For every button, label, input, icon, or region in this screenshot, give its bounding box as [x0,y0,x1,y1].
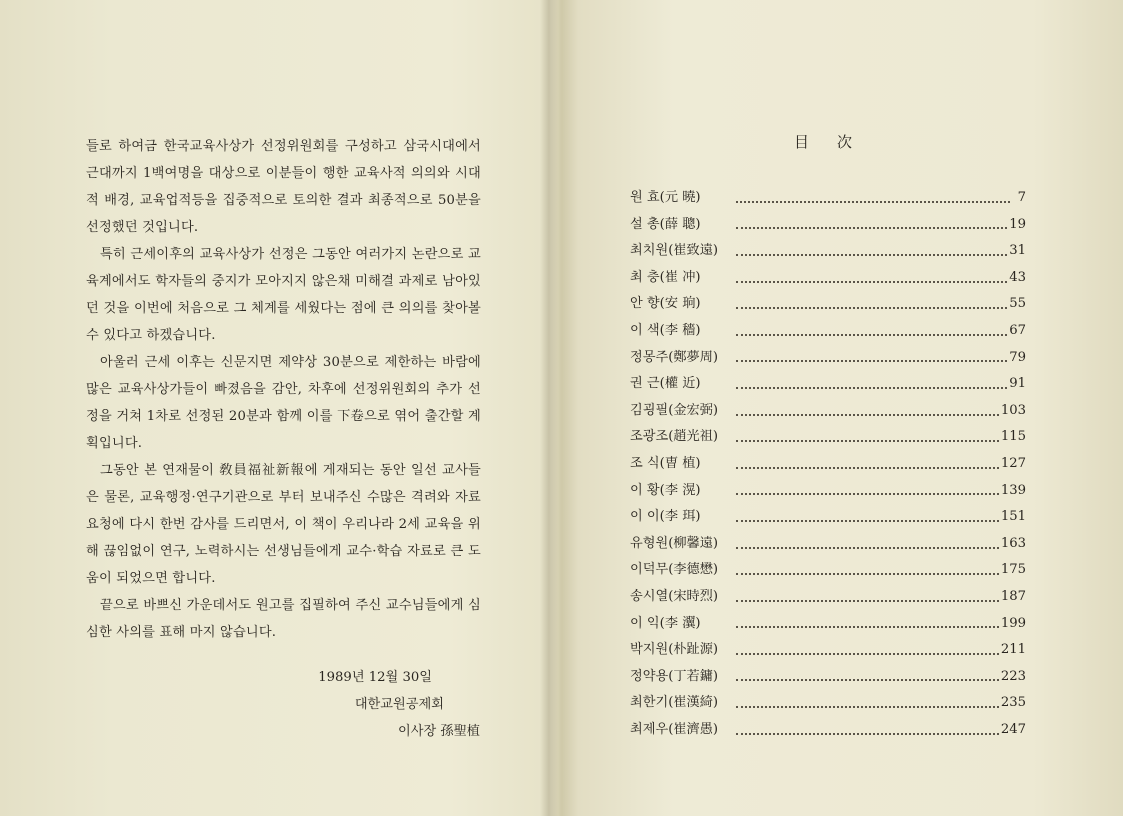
contents-entry [630,558,1026,585]
contents-entry-page: 55 [1009,296,1026,312]
contents-entry-name: 이 익(李 瀷) [630,615,701,631]
contents-entry-page: 31 [1009,243,1026,259]
contents-entry-name: 유형원(柳馨遠) [630,535,719,551]
contents-entry-name: 원 효(元 曉) [630,190,701,205]
contents-entry-page: 19 [1009,216,1026,232]
contents-entry [630,319,1026,346]
contents-entry [630,452,1026,479]
dot-leader [736,466,999,469]
dot-leader [736,546,999,549]
contents-entry [630,425,1026,452]
contents-entry-name: 정약용(丁若鏞) [630,668,719,684]
contents-entry-name: 김굉필(金宏弼) [630,402,719,418]
contents-entry-page: 163 [1000,535,1026,551]
contents-entry [630,505,1026,532]
dot-leader [736,200,1010,203]
contents-entry [630,718,1026,745]
contents-entry-name: 최치원(崔致遠) [630,243,719,259]
contents-entry [630,266,1026,293]
contents-entry-page: 139 [1000,482,1026,498]
contents-entry-page: 247 [1000,721,1026,737]
contents-entry-page: 127 [1000,455,1026,471]
dot-leader [736,226,1007,229]
contents-entry [630,585,1026,612]
contents-entry-name: 조 식(曺 植) [630,455,701,471]
preface-paragraph: 아울러 근세 이후는 신문지면 제약상 30분으로 제한하는 바람에 많은 교육사상가들이 빠졌음을 감안, 차후에 선정위원회의 추가 선정을 거쳐 1차로 선정된 20분과 함께 이를 下卷으로 엮어 출간할 계획입니다. [86,355,481,451]
dot-leader [736,678,999,681]
contents-entry-name: 설 총(薛 聰) [630,216,701,232]
contents-entry-page: 223 [1000,668,1026,684]
contents-entry-page: 79 [1009,349,1026,365]
contents-entry-name: 조광조(趙光祖) [630,429,719,445]
contents-entry-page: 199 [1000,615,1026,631]
dot-leader [736,333,1007,336]
dot-leader [736,572,999,575]
contents-entry [630,213,1026,240]
preface-paragraph: 끝으로 바쁘신 가운데서도 원고를 집필하여 주신 교수님들에게 심심한 사의를 표해 마지 않습니다. [86,598,481,640]
signature-signer: 이사장 孫聖植 [398,724,480,739]
contents-entry [630,532,1026,559]
contents-list [630,186,1026,744]
contents-entry-page: 175 [1000,562,1026,578]
preface-page [0,0,545,816]
contents-entry-page: 43 [1009,269,1026,285]
dot-leader [736,253,1007,256]
dot-leader [736,439,999,442]
contents-entry [630,346,1026,373]
dot-leader [736,306,1007,309]
contents-entry-name: 최한기(崔漢綺) [630,695,719,711]
contents-entry-name: 최제우(崔濟愚) [630,721,719,737]
contents-entry-page: 211 [1000,642,1026,658]
signature-organization: 대한교원공제회 [354,697,444,712]
preface-signature [300,664,480,745]
dot-leader [736,705,999,708]
dot-leader [736,280,1007,283]
dot-leader [736,732,999,735]
dot-leader [736,599,999,602]
contents-entry-name: 정몽주(鄭夢周) [630,349,719,365]
signature-date: 1989년 12월 30일 [318,670,432,685]
dot-leader [736,652,999,655]
dot-leader [736,359,1007,362]
contents-entry [630,638,1026,665]
contents-entry-name: 최 충(崔 冲) [630,269,701,285]
contents-entry [630,239,1026,266]
dot-leader [736,386,1007,389]
dot-leader [736,519,999,522]
contents-entry-page: 67 [1009,322,1026,338]
contents-entry-name: 이덕무(李德懋) [630,562,719,578]
contents-entry [630,186,1026,213]
preface-paragraph: 특히 근세이후의 교육사상가 선정은 그동안 여러가지 논란으로 교육계에서도 학자들의 중지가 모아지지 않은채 미해결 과제로 남아있던 것을 이번에 처음으로 그 체계를 세웠다는 점에 큰 의의를 찾아볼 수 있다고 하겠습니다. [86,247,481,343]
contents-entry [630,612,1026,639]
contents-page [558,0,1123,816]
dot-leader [736,625,999,628]
contents-entry-page: 7 [1017,190,1026,205]
contents-entry-page: 91 [1009,376,1026,392]
contents-entry-name: 권 근(權 近) [630,376,701,392]
contents-entry [630,665,1026,692]
contents-entry-name: 안 향(安 珦) [630,296,701,312]
contents-entry [630,399,1026,426]
contents-entry-page: 151 [1000,509,1026,525]
contents-title: 目次 [794,133,881,151]
contents-entry-page: 187 [1000,588,1026,604]
contents-entry-page: 235 [1000,695,1026,711]
preface-paragraph: 그동안 본 연재물이 敎員福祉新報에 게재되는 동안 일선 교사들은 물론, 교육행정·연구기관으로 부터 보내주신 수많은 격려와 자료요청에 다시 한번 감사를 드리면서, 이 책이 우리나라 2세 교육을 위해 끊임없이 연구, 노력하시는 선생님들에게 교수·학습 자료로 큰 도움이 되었으면 합니다. [86,463,481,586]
contents-entry-name: 이 색(李 穡) [630,322,701,338]
dot-leader [736,413,999,416]
contents-entry-name: 박지원(朴趾源) [630,642,719,658]
dot-leader [736,492,999,495]
preface-paragraph: 들로 하여금 한국교육사상가 선정위원회를 구성하고 삼국시대에서 근대까지 1백여명을 대상으로 이분들이 행한 교육사적 의의와 시대적 배경, 교육업적등을 집중적으로 토의한 결과 최종적으로 50분을 선정했던 것입니다. [86,139,481,235]
contents-entry-name: 이 황(李 滉) [630,482,701,498]
contents-entry-page: 103 [1000,402,1026,418]
contents-entry-name: 이 이(李 珥) [630,509,701,525]
contents-entry [630,479,1026,506]
contents-entry-name: 송시열(宋時烈) [630,588,719,604]
contents-entry [630,372,1026,399]
preface-body [86,133,481,646]
contents-entry [630,691,1026,718]
contents-entry [630,292,1026,319]
contents-entry-page: 115 [1000,429,1026,445]
